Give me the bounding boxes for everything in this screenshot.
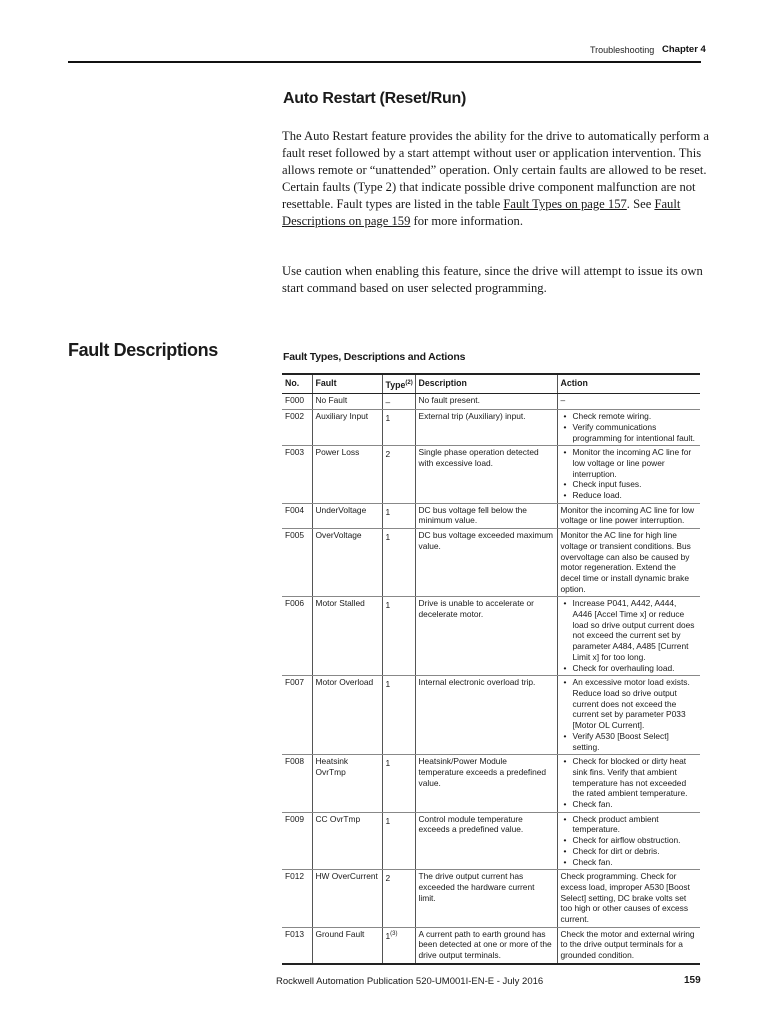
paragraph-text-mid: . See bbox=[626, 197, 655, 211]
fault-type bbox=[382, 870, 415, 928]
action-item: • Check for airflow obstruction. bbox=[573, 835, 698, 846]
fault-description: Drive is unable to accelerate or decelerate motor. bbox=[415, 597, 557, 676]
action-list bbox=[561, 756, 698, 810]
fault-type-value: 1 bbox=[385, 679, 391, 690]
action-item: • Verify A530 [Boost Select] setting. bbox=[573, 731, 698, 752]
action-item: • Increase P041, A442, A444, A446 [Accel Time x] or reduce load so drive output current does not exceed the current set by parameter A484, A485 [Current Limit x] for too long. bbox=[573, 598, 698, 662]
fault-type bbox=[382, 529, 415, 597]
fault-code: F008 bbox=[282, 755, 312, 813]
action-item: • Verify communications programming for intentional fault. bbox=[573, 422, 698, 443]
action-item: • Reduce load. bbox=[573, 490, 698, 501]
header-action: Action bbox=[557, 374, 700, 393]
fault-code: F003 bbox=[282, 446, 312, 504]
fault-table bbox=[282, 373, 700, 965]
fault-type-value: 1 bbox=[385, 531, 391, 542]
fault-action bbox=[557, 812, 700, 870]
fault-name: CC OvrTmp bbox=[312, 812, 382, 870]
table-row bbox=[282, 870, 700, 928]
fault-type bbox=[382, 927, 415, 964]
action-item: • Monitor the incoming AC line for low voltage or line power interruption. bbox=[573, 447, 698, 479]
fault-code: F009 bbox=[282, 812, 312, 870]
fault-name: HW OverCurrent bbox=[312, 870, 382, 928]
table-body bbox=[282, 393, 700, 964]
fault-description: External trip (Auxiliary) input. bbox=[415, 410, 557, 446]
fault-type-value: 1 bbox=[385, 815, 391, 826]
fault-type-value: 2 bbox=[385, 873, 391, 884]
fault-description: No fault present. bbox=[415, 393, 557, 410]
fault-name: Heatsink OvrTmp bbox=[312, 755, 382, 813]
fault-type bbox=[382, 597, 415, 676]
fault-code: F013 bbox=[282, 927, 312, 964]
fault-action bbox=[557, 870, 700, 928]
fault-type-footnote: (3) bbox=[390, 930, 398, 937]
table-row bbox=[282, 927, 700, 964]
fault-code: F006 bbox=[282, 597, 312, 676]
action-list bbox=[561, 447, 698, 501]
fault-code: F012 bbox=[282, 870, 312, 928]
table-row bbox=[282, 812, 700, 870]
table-row bbox=[282, 446, 700, 504]
fault-type bbox=[382, 812, 415, 870]
fault-code: F002 bbox=[282, 410, 312, 446]
action-item: • Check for overhauling load. bbox=[573, 663, 698, 674]
fault-description: Control module temperature exceeds a predefined value. bbox=[415, 812, 557, 870]
fault-description: Internal electronic overload trip. bbox=[415, 676, 557, 755]
table-row bbox=[282, 410, 700, 446]
fault-type bbox=[382, 503, 415, 528]
paragraph-text-end: for more information. bbox=[410, 214, 523, 228]
action-text: Monitor the AC line for high line voltage or transient conditions. Bus overvoltage can also be caused by motor regeneration. Extend the decel time or install dynamic brake option. bbox=[560, 530, 691, 594]
fault-name: UnderVoltage bbox=[312, 503, 382, 528]
fault-description: The drive output current has exceeded the hardware current limit. bbox=[415, 870, 557, 928]
running-header-chapter: Chapter 4 bbox=[662, 44, 706, 55]
fault-type bbox=[382, 755, 415, 813]
fault-name: Ground Fault bbox=[312, 927, 382, 964]
action-list bbox=[561, 411, 698, 443]
table-row bbox=[282, 503, 700, 528]
action-list bbox=[561, 677, 698, 752]
table-row bbox=[282, 529, 700, 597]
action-item: • Check remote wiring. bbox=[573, 411, 698, 422]
header-no: No. bbox=[282, 374, 312, 393]
header-rule bbox=[68, 61, 701, 63]
fault-description: Single phase operation detected with excessive load. bbox=[415, 446, 557, 504]
header-type bbox=[382, 374, 415, 393]
fault-types-link[interactable]: Fault Types on page 157 bbox=[503, 197, 627, 211]
action-text: Monitor the incoming AC line for low voltage or line power interruption. bbox=[560, 504, 695, 526]
header-description: Description bbox=[415, 374, 557, 393]
fault-description: Heatsink/Power Module temperature exceeds a predefined value. bbox=[415, 755, 557, 813]
fault-type bbox=[382, 446, 415, 504]
fault-descriptions-heading: Fault Descriptions bbox=[68, 340, 218, 360]
table-row bbox=[282, 755, 700, 813]
fault-type-value: 1 bbox=[385, 412, 391, 423]
table-header-row bbox=[282, 374, 700, 393]
action-list bbox=[561, 814, 698, 868]
auto-restart-paragraph bbox=[282, 128, 722, 230]
fault-descriptions-link[interactable]: Fault Descriptions on page 159 bbox=[282, 197, 681, 228]
fault-action bbox=[557, 393, 700, 410]
fault-description: DC bus voltage fell below the minimum value. bbox=[415, 503, 557, 528]
fault-action bbox=[557, 597, 700, 676]
fault-action bbox=[557, 927, 700, 964]
fault-code: F004 bbox=[282, 503, 312, 528]
fault-name: OverVoltage bbox=[312, 529, 382, 597]
fault-action bbox=[557, 410, 700, 446]
fault-name: Auxiliary Input bbox=[312, 410, 382, 446]
auto-restart-heading: Auto Restart (Reset/Run) bbox=[283, 90, 467, 107]
fault-code: F007 bbox=[282, 676, 312, 755]
fault-name: No Fault bbox=[312, 393, 382, 410]
fault-description: DC bus voltage exceeded maximum value. bbox=[415, 529, 557, 597]
fault-type-value: 1 bbox=[385, 600, 391, 611]
fault-type-value: 2 bbox=[385, 449, 391, 460]
table-row bbox=[282, 393, 700, 410]
fault-type-value: 1 bbox=[385, 758, 391, 769]
header-type-footnote: (2) bbox=[405, 380, 413, 386]
fault-code: F005 bbox=[282, 529, 312, 597]
fault-action bbox=[557, 446, 700, 504]
fault-name: Motor Overload bbox=[312, 676, 382, 755]
action-item: • Check product ambient temperature. bbox=[573, 814, 698, 835]
fault-action bbox=[557, 529, 700, 597]
fault-action bbox=[557, 755, 700, 813]
action-text: – bbox=[560, 394, 566, 405]
action-item: • Check for dirt or debris. bbox=[573, 846, 698, 857]
action-item: • Check input fuses. bbox=[573, 479, 698, 490]
table-row bbox=[282, 597, 700, 676]
fault-description: A current path to earth ground has been detected at one or more of the drive output terminals. bbox=[415, 927, 557, 964]
caution-paragraph: Use caution when enabling this feature, since the drive will attempt to issue its own start command based on user selected programming. bbox=[282, 264, 703, 295]
header-fault: Fault bbox=[312, 374, 382, 393]
fault-name: Power Loss bbox=[312, 446, 382, 504]
running-header-section: Troubleshooting bbox=[590, 45, 655, 55]
paragraph-text-start: The Auto Restart feature provides the ability for the drive to automatically perform a fault reset followed by a start attempt without user or application intervention. This allows remote or “unattended” operation. Only certain faults are allowed to be reset. Certain faults (Type 2) that indicate possible drive component malfunction are not resettable. Fault types are listed in the table bbox=[282, 129, 709, 211]
fault-code: F000 bbox=[282, 393, 312, 410]
action-text: Check the motor and external wiring to the drive output terminals for a grounded condition. bbox=[560, 928, 695, 961]
page-number: 159 bbox=[684, 975, 701, 986]
action-item: • Check fan. bbox=[573, 857, 698, 868]
fault-type bbox=[382, 393, 415, 410]
action-item: • Check for blocked or dirty heat sink fins. Verify that ambient temperature has not exceeded the rated ambient temperature. bbox=[573, 756, 698, 799]
action-item: • An excessive motor load exists. Reduce load so drive output current does not exceed the current set by parameter P033 [Motor OL Current]. bbox=[573, 677, 698, 731]
header-type-label: Type bbox=[385, 379, 406, 390]
action-text: Check programming. Check for excess load, improper A530 [Boost Select] setting, DC brake volts set too high or other causes of excess current. bbox=[560, 871, 690, 925]
footer-publication: Rockwell Automation Publication 520-UM001I-EN-E - July 2016 bbox=[276, 976, 544, 987]
fault-action bbox=[557, 676, 700, 755]
fault-type bbox=[382, 410, 415, 446]
table-row bbox=[282, 676, 700, 755]
fault-type-value: 1 bbox=[385, 506, 391, 517]
fault-type-value: 1 bbox=[385, 930, 391, 941]
fault-type bbox=[382, 676, 415, 755]
fault-type-value: – bbox=[385, 396, 391, 407]
table-title: Fault Types, Descriptions and Actions bbox=[283, 351, 466, 363]
fault-action bbox=[557, 503, 700, 528]
action-list bbox=[561, 598, 698, 673]
fault-name: Motor Stalled bbox=[312, 597, 382, 676]
action-item: • Check fan. bbox=[573, 799, 698, 810]
